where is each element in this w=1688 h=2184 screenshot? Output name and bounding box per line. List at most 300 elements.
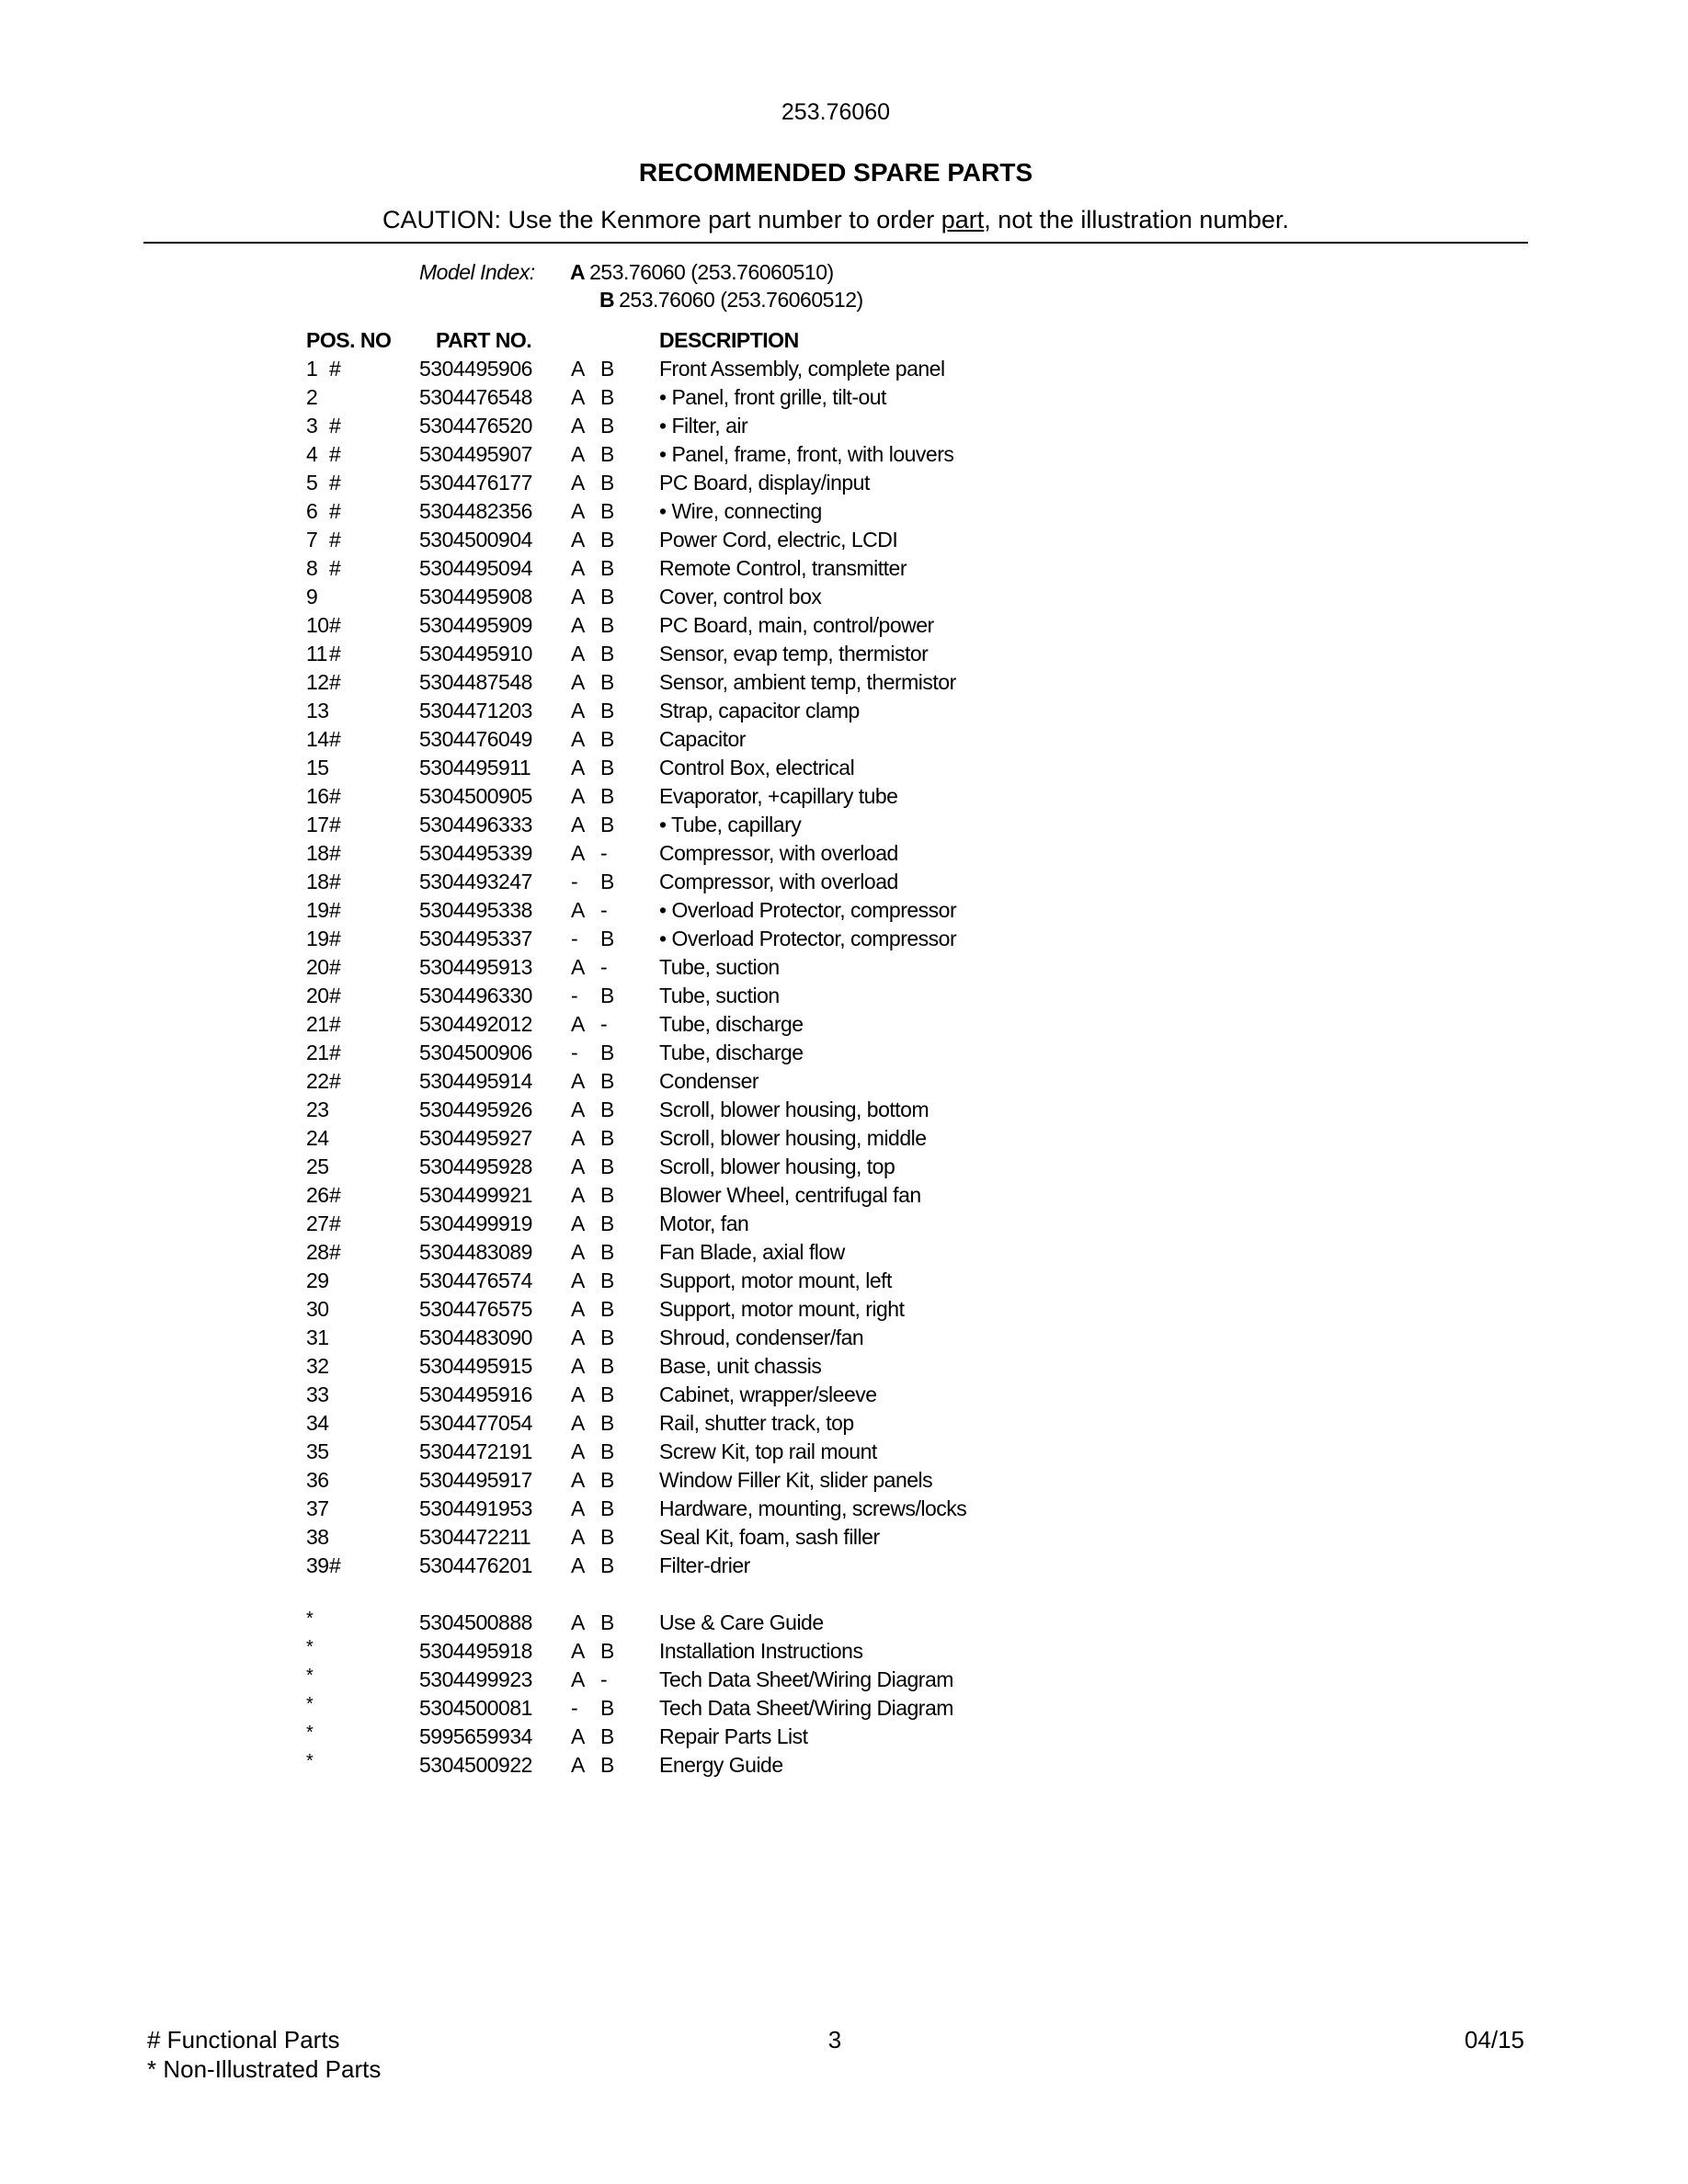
position-number: 24: [306, 1126, 329, 1150]
part-row: [0, 896, 1688, 925]
part-row: [0, 1438, 1688, 1466]
part-description: Compressor, with overload: [659, 870, 898, 893]
part-number: 5304492012: [419, 1012, 532, 1036]
model-b-flag: B: [600, 1183, 614, 1207]
model-b-flag: B: [600, 1268, 614, 1292]
functional-part-mark: #: [329, 813, 341, 836]
model-a-flag: A: [571, 1496, 585, 1520]
part-row: [0, 583, 1688, 611]
part-row: [0, 1295, 1688, 1324]
model-a-flag: A: [571, 471, 585, 495]
position-number: 19: [306, 898, 329, 922]
model-b-flag: B: [600, 727, 614, 751]
part-description: Tube, suction: [659, 955, 780, 979]
model-b-flag: B: [600, 357, 614, 381]
part-number: 5304500081: [419, 1696, 532, 1720]
caution-underlined-word: part: [941, 206, 985, 233]
model-b-flag: B: [600, 927, 614, 950]
part-description: • Wire, connecting: [659, 499, 822, 523]
part-number: 5304500888: [419, 1610, 532, 1634]
model-b-flag: B: [600, 1240, 614, 1264]
part-number: 5304476548: [419, 385, 532, 409]
part-number: 5304495909: [419, 613, 532, 637]
part-row: [0, 1466, 1688, 1495]
part-description: Support, motor mount, right: [659, 1297, 905, 1321]
model-b-flag: B: [600, 499, 614, 523]
functional-part-mark: #: [329, 357, 341, 381]
non-illustrated-part-row: [0, 1694, 1688, 1723]
part-number: 5304483090: [419, 1325, 532, 1349]
part-number: 5304476574: [419, 1268, 532, 1292]
model-b-flag: B: [600, 1496, 614, 1520]
functional-part-mark: #: [329, 414, 341, 438]
part-number: 5304495916: [419, 1382, 532, 1406]
part-row: [0, 668, 1688, 697]
part-number: 5304495094: [419, 556, 532, 580]
position-number: 38: [306, 1525, 329, 1549]
model-b-flag: B: [600, 613, 614, 637]
model-a-flag: A: [571, 1354, 585, 1378]
position-number: 29: [306, 1268, 329, 1292]
part-number: 5304471203: [419, 699, 532, 722]
model-b-flag: B: [600, 1297, 614, 1321]
part-description: • Filter, air: [659, 414, 748, 438]
non-illustrated-part-row: [0, 1637, 1688, 1666]
part-row: [0, 1010, 1688, 1039]
model-b-flag: -: [600, 898, 608, 922]
functional-part-mark: #: [329, 784, 341, 808]
position-number: 2: [306, 385, 318, 409]
part-description: Cabinet, wrapper/sleeve: [659, 1382, 877, 1406]
part-row: [0, 412, 1688, 440]
part-number: 5304476575: [419, 1297, 532, 1321]
part-number: 5304495907: [419, 442, 532, 466]
part-description: Scroll, blower housing, top: [659, 1155, 895, 1178]
part-description: Scroll, blower housing, bottom: [659, 1098, 930, 1121]
header-divider: [143, 242, 1528, 244]
part-row: [0, 554, 1688, 583]
functional-part-mark: #: [329, 642, 341, 665]
model-letter-a: A: [570, 260, 586, 284]
part-description: Condenser: [659, 1069, 759, 1093]
position-number: 3: [306, 414, 318, 438]
model-a-flag: -: [571, 870, 578, 893]
model-a-flag: A: [571, 1155, 585, 1178]
model-a-flag: A: [571, 1240, 585, 1264]
functional-part-mark: #: [329, 528, 341, 552]
part-number: 5304495914: [419, 1069, 532, 1093]
position-number: 31: [306, 1325, 329, 1349]
model-a-flag: A: [571, 1439, 585, 1463]
part-description: • Overload Protector, compressor: [659, 927, 957, 950]
model-a-flag: A: [571, 784, 585, 808]
model-b-flag: B: [600, 1211, 614, 1235]
part-description: Scroll, blower housing, middle: [659, 1126, 927, 1150]
part-description: • Overload Protector, compressor: [659, 898, 957, 922]
position-number: 33: [306, 1382, 329, 1406]
model-b-flag: B: [600, 1382, 614, 1406]
part-number: 5304496330: [419, 984, 532, 1007]
part-number: 5304500922: [419, 1753, 532, 1777]
part-description: Front Assembly, complete panel: [659, 357, 945, 381]
part-description: Compressor, with overload: [659, 841, 898, 865]
part-number: 5304495910: [419, 642, 532, 665]
position-number: *: [306, 1694, 314, 1714]
part-row: [0, 1181, 1688, 1210]
functional-part-mark: #: [329, 613, 341, 637]
model-a-flag: A: [571, 1667, 585, 1691]
model-b-flag: B: [600, 870, 614, 893]
model-a-flag: A: [571, 727, 585, 751]
part-row: [0, 469, 1688, 497]
part-row: [0, 1381, 1688, 1409]
model-a-flag: A: [571, 670, 585, 694]
model-a-flag: -: [571, 1041, 578, 1064]
part-description: PC Board, main, control/power: [659, 613, 934, 637]
part-number: 5304500904: [419, 528, 532, 552]
part-description: Power Cord, electric, LCDI: [659, 528, 898, 552]
part-description: Window Filler Kit, slider panels: [659, 1468, 933, 1492]
position-number: 15: [306, 756, 329, 779]
model-b-flag: B: [600, 1553, 614, 1577]
model-b-flag: B: [600, 1354, 614, 1378]
part-row: [0, 1495, 1688, 1523]
column-header-description: DESCRIPTION: [659, 328, 799, 352]
page-title: RECOMMENDED SPARE PARTS: [638, 158, 1033, 187]
model-b-flag: B: [600, 528, 614, 552]
model-a-flag: A: [571, 1069, 585, 1093]
model-a-flag: A: [571, 1610, 585, 1634]
part-description: Fan Blade, axial flow: [659, 1240, 845, 1264]
part-row: [0, 953, 1688, 982]
model-b-flag: -: [600, 1667, 608, 1691]
model-b-flag: B: [600, 1126, 614, 1150]
model-a-flag: A: [571, 1411, 585, 1435]
functional-part-mark: #: [329, 1012, 341, 1036]
position-number: 1: [306, 357, 318, 381]
part-number: 5304495928: [419, 1155, 532, 1178]
position-number: *: [306, 1666, 314, 1686]
part-row: [0, 1153, 1688, 1181]
model-a-flag: A: [571, 898, 585, 922]
model-b-flag: B: [600, 1041, 614, 1064]
model-a-flag: A: [571, 1382, 585, 1406]
position-number: 5: [306, 471, 318, 495]
functional-part-mark: #: [329, 442, 341, 466]
model-a-flag: A: [571, 1211, 585, 1235]
part-row: [0, 1096, 1688, 1124]
part-row: [0, 611, 1688, 640]
position-number: 36: [306, 1468, 329, 1492]
non-illustrated-part-row: [0, 1609, 1688, 1637]
part-number: 5304499923: [419, 1667, 532, 1691]
model-b-flag: B: [600, 585, 614, 609]
part-description: Installation Instructions: [659, 1639, 863, 1663]
part-number: 5304495337: [419, 927, 532, 950]
model-a-flag: A: [571, 813, 585, 836]
part-description: Tech Data Sheet/Wiring Diagram: [659, 1667, 953, 1691]
part-row: [0, 1039, 1688, 1067]
part-row: [0, 640, 1688, 668]
position-number: 35: [306, 1439, 329, 1463]
part-description: Tube, discharge: [659, 1012, 804, 1036]
position-number: 19: [306, 927, 329, 950]
model-a-flag: A: [571, 1297, 585, 1321]
model-b-flag: B: [600, 1468, 614, 1492]
model-a-flag: -: [571, 984, 578, 1007]
part-description: Strap, capacitor clamp: [659, 699, 860, 722]
caution-text-end: , not the illustration number.: [984, 206, 1289, 233]
functional-part-mark: #: [329, 841, 341, 865]
model-b-flag: B: [600, 670, 614, 694]
model-text-b: 253.76060 (253.76060512): [619, 288, 863, 312]
model-index-a: [570, 260, 834, 285]
part-description: • Tube, capillary: [659, 813, 802, 836]
part-description: Base, unit chassis: [659, 1354, 822, 1378]
model-a-flag: A: [571, 499, 585, 523]
part-number: 5304495927: [419, 1126, 532, 1150]
model-b-flag: B: [600, 756, 614, 779]
position-number: 18: [306, 870, 329, 893]
model-b-flag: B: [600, 813, 614, 836]
part-number: 5304500905: [419, 784, 532, 808]
functional-part-mark: #: [329, 471, 341, 495]
model-b-flag: B: [600, 1439, 614, 1463]
model-a-flag: A: [571, 955, 585, 979]
position-number: 17: [306, 813, 329, 836]
position-number: 8: [306, 556, 318, 580]
functional-part-mark: #: [329, 727, 341, 751]
part-number: 5304495915: [419, 1354, 532, 1378]
part-row: [0, 782, 1688, 811]
position-number: 30: [306, 1297, 329, 1321]
part-row: [0, 868, 1688, 896]
part-description: Shroud, condenser/fan: [659, 1325, 864, 1349]
model-a-flag: A: [571, 385, 585, 409]
legend-functional-parts: # Functional Parts: [147, 2026, 340, 2053]
position-number: 32: [306, 1354, 329, 1378]
part-number: 5304495339: [419, 841, 532, 865]
part-number: 5304476049: [419, 727, 532, 751]
part-row: [0, 1352, 1688, 1381]
part-row: [0, 754, 1688, 782]
part-number: 5304483089: [419, 1240, 532, 1264]
model-text-a: 253.76060 (253.76060510): [589, 260, 834, 284]
part-number: 5304495906: [419, 357, 532, 381]
part-number: 5304482356: [419, 499, 532, 523]
part-description: Motor, fan: [659, 1211, 749, 1235]
model-a-flag: A: [571, 642, 585, 665]
model-b-flag: -: [600, 1012, 608, 1036]
part-row: [0, 925, 1688, 953]
page-number: 3: [827, 2026, 842, 2053]
position-number: 18: [306, 841, 329, 865]
part-row: [0, 1409, 1688, 1438]
part-row: [0, 383, 1688, 412]
functional-part-mark: #: [329, 1041, 341, 1064]
part-number: 5304476520: [419, 414, 532, 438]
part-row: [0, 1210, 1688, 1238]
part-description: Use & Care Guide: [659, 1610, 824, 1634]
model-a-flag: A: [571, 1126, 585, 1150]
functional-part-mark: #: [329, 1069, 341, 1093]
part-description: Tech Data Sheet/Wiring Diagram: [659, 1696, 953, 1720]
functional-part-mark: #: [329, 670, 341, 694]
part-number: 5304477054: [419, 1411, 532, 1435]
part-row: [0, 697, 1688, 725]
part-row: [0, 1238, 1688, 1267]
part-number: 5304500906: [419, 1041, 532, 1064]
part-description: PC Board, display/input: [659, 471, 870, 495]
part-row: [0, 1523, 1688, 1552]
part-description: Repair Parts List: [659, 1724, 808, 1748]
part-number: 5304487548: [419, 670, 532, 694]
position-number: 4: [306, 442, 318, 466]
functional-part-mark: #: [329, 870, 341, 893]
part-row: [0, 1124, 1688, 1153]
model-a-flag: A: [571, 528, 585, 552]
part-description: Rail, shutter track, top: [659, 1411, 854, 1435]
model-b-flag: B: [600, 1325, 614, 1349]
model-a-flag: -: [571, 1696, 578, 1720]
model-b-flag: B: [600, 1639, 614, 1663]
position-number: 26: [306, 1183, 329, 1207]
model-b-flag: B: [600, 1155, 614, 1178]
model-b-flag: B: [600, 784, 614, 808]
position-number: 12: [306, 670, 329, 694]
position-number: 11: [306, 642, 327, 665]
model-a-flag: A: [571, 1724, 585, 1748]
part-row: [0, 725, 1688, 754]
model-b-flag: B: [600, 1069, 614, 1093]
part-number: 5995659934: [419, 1724, 532, 1748]
functional-part-mark: #: [329, 984, 341, 1007]
part-number: 5304472191: [419, 1439, 532, 1463]
part-row: [0, 1267, 1688, 1295]
model-b-flag: B: [600, 1610, 614, 1634]
model-b-flag: B: [600, 1525, 614, 1549]
model-b-flag: B: [600, 699, 614, 722]
model-b-flag: B: [600, 442, 614, 466]
non-illustrated-part-row: [0, 1666, 1688, 1694]
functional-part-mark: #: [329, 556, 341, 580]
part-number: 5304495917: [419, 1468, 532, 1492]
model-b-flag: B: [600, 385, 614, 409]
column-header-pos: POS. NO: [306, 328, 392, 352]
model-a-flag: A: [571, 1753, 585, 1777]
position-number: 21: [306, 1041, 329, 1064]
model-b-flag: B: [600, 471, 614, 495]
model-a-flag: A: [571, 1183, 585, 1207]
model-a-flag: A: [571, 414, 585, 438]
model-a-flag: A: [571, 556, 585, 580]
position-number: 22: [306, 1069, 329, 1093]
functional-part-mark: #: [329, 927, 341, 950]
part-description: Sensor, evap temp, thermistor: [659, 642, 929, 665]
caution-note: [143, 206, 1528, 234]
model-b-flag: B: [600, 556, 614, 580]
model-a-flag: A: [571, 357, 585, 381]
position-number: 23: [306, 1098, 329, 1121]
part-number: 5304496333: [419, 813, 532, 836]
position-number: 16: [306, 784, 329, 808]
part-description: Capacitor: [659, 727, 746, 751]
parts-list: [0, 355, 1688, 1580]
part-description: Evaporator, +capillary tube: [659, 784, 898, 808]
part-number: 5304499919: [419, 1211, 532, 1235]
position-number: 20: [306, 984, 329, 1007]
model-b-flag: B: [600, 414, 614, 438]
part-description: Tube, discharge: [659, 1041, 804, 1064]
model-a-flag: A: [571, 1012, 585, 1036]
part-description: Support, motor mount, left: [659, 1268, 892, 1292]
model-letter-b: B: [599, 288, 615, 312]
part-description: Seal Kit, foam, sash filler: [659, 1525, 880, 1549]
position-number: *: [306, 1751, 314, 1771]
part-description: Screw Kit, top rail mount: [659, 1439, 877, 1463]
functional-part-mark: #: [329, 1183, 341, 1207]
position-number: 37: [306, 1496, 329, 1520]
position-number: 10: [306, 613, 329, 637]
part-row: [0, 1552, 1688, 1580]
column-header-part: PART NO.: [436, 328, 532, 352]
model-a-flag: A: [571, 699, 585, 722]
part-description: • Panel, front grille, tilt-out: [659, 385, 886, 409]
part-description: Filter-drier: [659, 1553, 750, 1577]
model-number-heading: 253.76060: [781, 99, 891, 125]
position-number: 20: [306, 955, 329, 979]
position-number: *: [306, 1723, 314, 1743]
functional-part-mark: #: [329, 499, 341, 523]
model-a-flag: A: [571, 1553, 585, 1577]
part-number: 5304495908: [419, 585, 532, 609]
model-a-flag: A: [571, 1268, 585, 1292]
position-number: *: [306, 1609, 314, 1629]
functional-part-mark: #: [329, 1553, 341, 1577]
model-b-flag: B: [600, 642, 614, 665]
part-number: 5304495911: [419, 756, 531, 779]
part-number: 5304472211: [419, 1525, 531, 1549]
model-a-flag: A: [571, 756, 585, 779]
functional-part-mark: #: [329, 1240, 341, 1264]
part-number: 5304495926: [419, 1098, 532, 1121]
part-description: Hardware, mounting, screws/locks: [659, 1496, 967, 1520]
part-row: [0, 440, 1688, 469]
part-description: Tube, suction: [659, 984, 780, 1007]
part-description: Blower Wheel, centrifugal fan: [659, 1183, 921, 1207]
part-description: Sensor, ambient temp, thermistor: [659, 670, 956, 694]
part-number: 5304493247: [419, 870, 532, 893]
part-description: • Panel, frame, front, with louvers: [659, 442, 954, 466]
part-row: [0, 811, 1688, 839]
part-row: [0, 1324, 1688, 1352]
model-index-b: [599, 288, 863, 313]
part-number: 5304495913: [419, 955, 532, 979]
part-description: Control Box, electrical: [659, 756, 855, 779]
part-number: 5304495338: [419, 898, 532, 922]
model-b-flag: B: [600, 1411, 614, 1435]
model-a-flag: A: [571, 1525, 585, 1549]
position-number: 6: [306, 499, 318, 523]
revision-date: 04/15: [1464, 2026, 1524, 2053]
functional-part-mark: #: [329, 955, 341, 979]
model-a-flag: A: [571, 1639, 585, 1663]
position-number: 14: [306, 727, 329, 751]
part-description: Cover, control box: [659, 585, 822, 609]
part-description: Energy Guide: [659, 1753, 783, 1777]
part-number: 5304476201: [419, 1553, 532, 1577]
part-row: [0, 355, 1688, 383]
